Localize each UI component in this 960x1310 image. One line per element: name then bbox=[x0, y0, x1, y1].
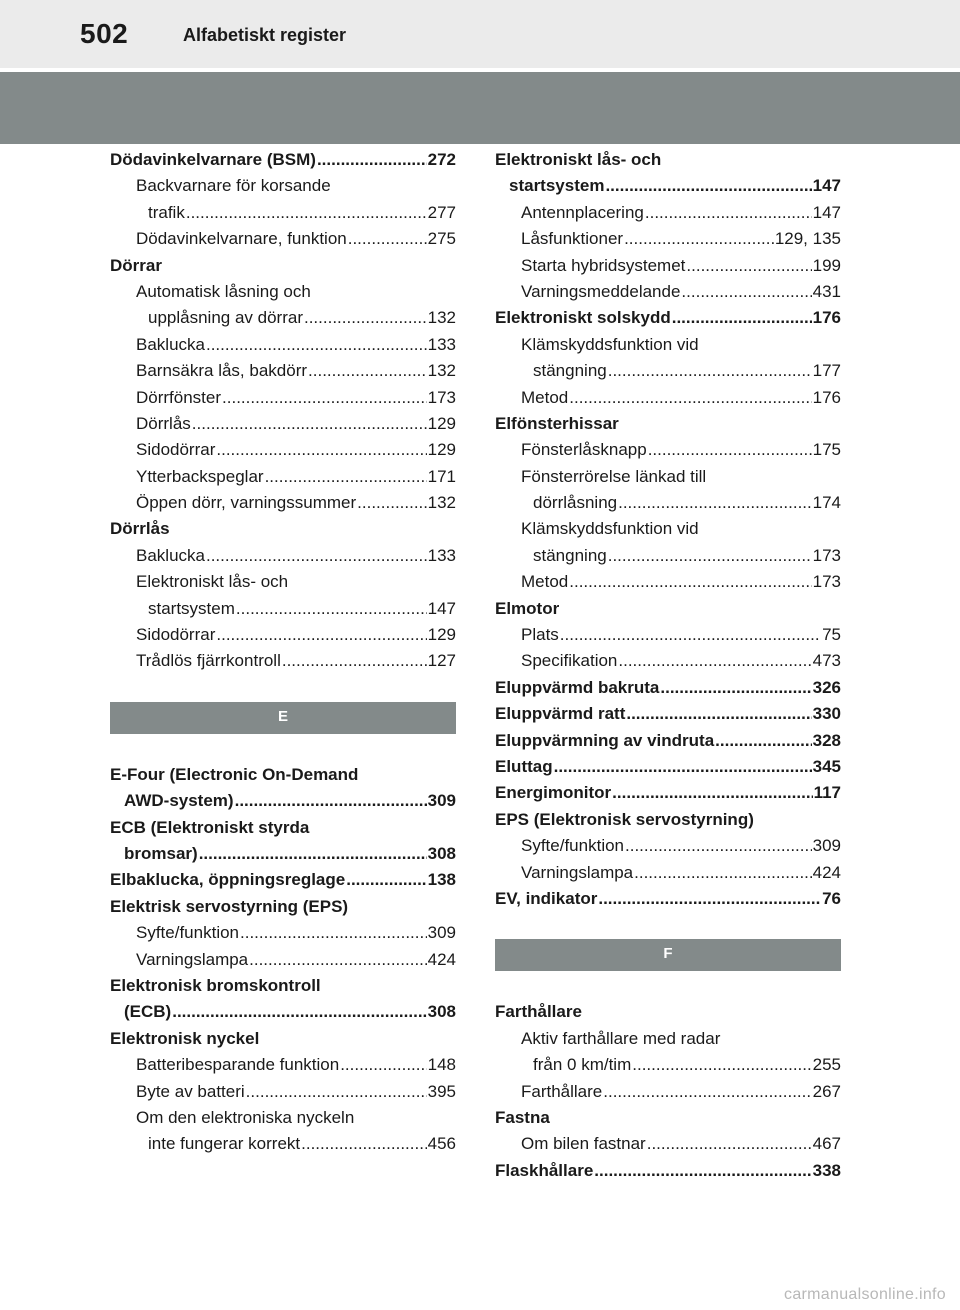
index-entry-term: Dödavinkelvarnare (BSM) bbox=[110, 150, 316, 169]
index-entry-term: upplåsning av dörrar bbox=[148, 308, 303, 328]
index-entry-term: Trådlös fjärrkontroll bbox=[136, 651, 281, 671]
index-entry bbox=[495, 437, 841, 463]
index-entry-term: Ytterbackspeglar bbox=[136, 466, 264, 486]
index-entry bbox=[110, 464, 456, 490]
index-entry-term: Aktiv farthållare med radar bbox=[521, 1028, 721, 1048]
index-entry-page: 173 bbox=[427, 387, 456, 407]
dot-leader bbox=[236, 596, 427, 622]
index-entry-page: 138 bbox=[427, 870, 456, 890]
dot-leader bbox=[340, 1052, 426, 1078]
page-header bbox=[0, 0, 960, 68]
dot-leader bbox=[594, 1158, 811, 1184]
index-entry-term: stängning bbox=[533, 361, 607, 381]
index-entry bbox=[110, 305, 456, 331]
index-entry-page: 395 bbox=[427, 1081, 456, 1101]
index-entry-page: 338 bbox=[812, 1160, 841, 1180]
index-entry-term: Varningslampa bbox=[521, 862, 634, 882]
index-column-left bbox=[110, 147, 456, 1158]
index-entry-term: Dörrlås bbox=[110, 519, 170, 539]
dot-leader bbox=[681, 279, 811, 305]
index-entry-page: 173 bbox=[812, 545, 841, 565]
index-entry-term: Batteribesparande funktion bbox=[136, 1055, 340, 1075]
index-entry-term: Fönsterrörelse länkad till bbox=[521, 466, 707, 486]
index-entry bbox=[110, 226, 456, 252]
dot-leader bbox=[317, 147, 427, 173]
dot-leader bbox=[216, 622, 426, 648]
index-entry bbox=[495, 253, 841, 279]
header-banner bbox=[0, 72, 960, 144]
index-entry-term: Fönsterlåsknapp bbox=[521, 440, 647, 460]
dot-leader bbox=[346, 867, 426, 893]
index-entry-page: 171 bbox=[427, 466, 456, 486]
index-entry-page: 177 bbox=[812, 361, 841, 381]
index-entry-page: 147 bbox=[812, 176, 841, 196]
dot-leader bbox=[632, 1052, 811, 1078]
dot-leader bbox=[660, 675, 811, 701]
index-entry-page: 127 bbox=[427, 651, 456, 671]
index-entry bbox=[110, 999, 456, 1025]
dot-leader bbox=[249, 947, 426, 973]
index-entry-page: 267 bbox=[812, 1081, 841, 1101]
index-entry bbox=[495, 1079, 841, 1105]
index-entry bbox=[110, 622, 456, 648]
index-entry bbox=[495, 1026, 841, 1052]
index-entry bbox=[110, 253, 456, 279]
index-entry-term: Elektroniskt solskydd bbox=[495, 308, 671, 328]
dot-leader bbox=[608, 543, 812, 569]
index-entry-page: 272 bbox=[427, 150, 456, 169]
index-entry-page: 255 bbox=[812, 1055, 841, 1075]
index-entry bbox=[495, 754, 841, 780]
dot-leader bbox=[235, 788, 427, 814]
dot-leader bbox=[172, 999, 426, 1025]
index-entry bbox=[110, 516, 456, 542]
index-entry-term: Eluppvärmning av vindruta bbox=[495, 730, 715, 750]
index-entry bbox=[110, 490, 456, 516]
index-entry-page: 176 bbox=[812, 387, 841, 407]
dot-leader bbox=[598, 886, 821, 912]
index-entry-term: Elfönsterhissar bbox=[495, 413, 619, 433]
index-entry-term: Elmotor bbox=[495, 598, 560, 618]
index-entry bbox=[110, 569, 456, 595]
index-entry-term: Eluppvärmd bakruta bbox=[495, 677, 660, 697]
dot-leader bbox=[301, 1131, 426, 1157]
index-entry-term: Låsfunktioner bbox=[521, 229, 624, 249]
index-entry bbox=[110, 358, 456, 384]
section-header-e: E bbox=[110, 702, 456, 734]
index-entry-term: (ECB) bbox=[124, 1002, 172, 1022]
index-entry bbox=[495, 305, 841, 331]
index-entry-page: 330 bbox=[812, 704, 841, 724]
index-entry-term: Fastna bbox=[495, 1107, 550, 1127]
dot-leader bbox=[186, 200, 427, 226]
dot-leader bbox=[624, 226, 774, 252]
index-entry-term: Varningslampa bbox=[136, 949, 249, 969]
index-entry bbox=[495, 173, 841, 199]
index-entry-page: 147 bbox=[812, 202, 841, 222]
index-entry-term: Starta hybridsystemet bbox=[521, 255, 686, 275]
index-entry-term: ECB (Elektroniskt styrda bbox=[110, 817, 310, 837]
dot-leader bbox=[246, 1079, 427, 1105]
index-entry bbox=[495, 385, 841, 411]
index-entry-term: Metod bbox=[521, 572, 569, 592]
index-entry bbox=[495, 1052, 841, 1078]
index-entry bbox=[495, 358, 841, 384]
index-entry bbox=[495, 701, 841, 727]
index-group bbox=[110, 147, 456, 675]
dot-leader bbox=[348, 226, 427, 252]
index-entry-term: startsystem bbox=[148, 598, 235, 618]
index-entry-term: Dödavinkelvarnare, funktion bbox=[136, 229, 347, 249]
index-entry-term: Antennplacering bbox=[521, 202, 644, 222]
index-entry bbox=[110, 815, 456, 841]
index-entry-page: 431 bbox=[812, 281, 841, 301]
dot-leader bbox=[240, 920, 427, 946]
index-entry-page: 129 bbox=[427, 440, 456, 460]
dot-leader bbox=[569, 569, 811, 595]
index-entry-page: 456 bbox=[427, 1134, 456, 1154]
index-entry-page: 133 bbox=[427, 334, 456, 354]
index-entry-page: 424 bbox=[812, 862, 841, 882]
index-entry bbox=[110, 411, 456, 437]
dot-leader bbox=[192, 411, 427, 437]
index-entry-page: 148 bbox=[427, 1055, 456, 1075]
index-entry bbox=[110, 762, 456, 788]
index-entry-page: 76 bbox=[822, 888, 841, 908]
index-entry bbox=[110, 332, 456, 358]
index-group bbox=[495, 147, 841, 912]
index-group bbox=[495, 999, 841, 1184]
index-entry bbox=[495, 1131, 841, 1157]
index-entry-term: Sidodörrar bbox=[136, 625, 216, 645]
index-entry bbox=[110, 648, 456, 674]
dot-leader bbox=[265, 464, 427, 490]
dot-leader bbox=[560, 622, 821, 648]
index-entry bbox=[110, 543, 456, 569]
index-entry-term: Elektroniskt lås- och bbox=[136, 572, 289, 592]
index-entry bbox=[495, 860, 841, 886]
dot-leader bbox=[282, 648, 427, 674]
dot-leader bbox=[357, 490, 426, 516]
dot-leader bbox=[603, 1079, 811, 1105]
index-entry-term: Elektronisk bromskontroll bbox=[110, 975, 321, 995]
index-entry-term: Farthållare bbox=[495, 1002, 582, 1022]
index-entry-page: 328 bbox=[812, 730, 841, 750]
index-entry-term: dörrlåsning bbox=[533, 493, 618, 513]
index-entry-term: Baklucka bbox=[136, 545, 205, 565]
index-entry-term: Automatisk låsning och bbox=[136, 281, 311, 301]
dot-leader bbox=[605, 173, 811, 199]
index-entry-term: Elektronisk nyckel bbox=[110, 1028, 260, 1048]
index-entry bbox=[495, 226, 841, 252]
index-entry-page: 175 bbox=[812, 440, 841, 460]
index-entry-page: 326 bbox=[812, 677, 841, 697]
dot-leader bbox=[206, 543, 427, 569]
dot-leader bbox=[304, 305, 427, 331]
index-entry bbox=[495, 464, 841, 490]
index-entry-page: 467 bbox=[812, 1134, 841, 1154]
index-entry bbox=[110, 841, 456, 867]
index-entry-term: Sidodörrar bbox=[136, 440, 216, 460]
index-entry-term: Flaskhållare bbox=[495, 1160, 594, 1180]
index-entry-term: Byte av batteri bbox=[136, 1081, 245, 1101]
dot-leader bbox=[618, 490, 812, 516]
dot-leader bbox=[672, 305, 812, 331]
dot-leader bbox=[554, 754, 812, 780]
index-entry bbox=[110, 173, 456, 199]
index-entry-term: Eluttag bbox=[495, 756, 553, 776]
index-entry-page: 129, 135 bbox=[774, 229, 841, 249]
index-entry-page: 345 bbox=[812, 756, 841, 776]
index-entry bbox=[495, 490, 841, 516]
index-entry bbox=[495, 332, 841, 358]
dot-leader bbox=[569, 385, 811, 411]
index-entry bbox=[110, 920, 456, 946]
index-entry-term: trafik bbox=[148, 202, 185, 222]
index-entry-term: Backvarnare för korsande bbox=[136, 176, 331, 196]
index-entry-page: 308 bbox=[427, 843, 456, 863]
index-entry bbox=[110, 894, 456, 920]
index-entry bbox=[495, 543, 841, 569]
index-entry bbox=[495, 728, 841, 754]
index-entry-term: Barnsäkra lås, bakdörr bbox=[136, 361, 308, 381]
index-entry-page: 75 bbox=[822, 625, 841, 645]
index-entry-page: 308 bbox=[427, 1002, 456, 1022]
index-entry bbox=[110, 867, 456, 893]
index-entry-term: Dörrlås bbox=[136, 413, 191, 433]
index-entry-term: AWD-system) bbox=[124, 791, 234, 811]
index-entry bbox=[495, 569, 841, 595]
index-entry-page: 129 bbox=[427, 413, 456, 433]
index-entry bbox=[110, 1026, 456, 1052]
index-entry bbox=[495, 200, 841, 226]
index-entry-page: 129 bbox=[427, 625, 456, 645]
index-entry bbox=[495, 1105, 841, 1131]
dot-leader bbox=[206, 332, 427, 358]
index-entry-page: 473 bbox=[812, 651, 841, 671]
index-entry-term: Syfte/funktion bbox=[521, 836, 625, 856]
index-entry bbox=[110, 973, 456, 999]
dot-leader bbox=[634, 860, 811, 886]
index-entry-term: Elbaklucka, öppningsreglage bbox=[110, 870, 346, 890]
index-entry-term: Metod bbox=[521, 387, 569, 407]
index-entry bbox=[495, 147, 841, 173]
index-entry bbox=[495, 596, 841, 622]
dot-leader bbox=[686, 253, 811, 279]
index-entry bbox=[495, 622, 841, 648]
dot-leader bbox=[648, 437, 812, 463]
dot-leader bbox=[625, 833, 812, 859]
index-entry-page: 277 bbox=[427, 202, 456, 222]
index-entry-term: Farthållare bbox=[521, 1081, 603, 1101]
index-entry bbox=[495, 833, 841, 859]
index-entry-term: Baklucka bbox=[136, 334, 205, 354]
index-entry bbox=[110, 1131, 456, 1157]
index-entry bbox=[495, 648, 841, 674]
index-entry-page: 309 bbox=[427, 791, 456, 811]
index-entry-page: 133 bbox=[427, 545, 456, 565]
index-entry-page: 132 bbox=[427, 361, 456, 381]
index-entry bbox=[110, 437, 456, 463]
index-entry-term: Dörrar bbox=[110, 255, 162, 275]
index-entry-page: 176 bbox=[812, 308, 841, 328]
index-entry bbox=[110, 1052, 456, 1078]
index-entry-page: 309 bbox=[427, 923, 456, 943]
index-entry-term: E-Four (Electronic On-Demand bbox=[110, 764, 359, 784]
index-entry-term: EPS (Elektronisk servostyrning) bbox=[495, 809, 754, 829]
index-entry bbox=[110, 596, 456, 622]
index-entry-term: startsystem bbox=[509, 176, 605, 196]
index-entry-page: 147 bbox=[427, 598, 456, 618]
dot-leader bbox=[308, 358, 427, 384]
index-entry-page: 309 bbox=[812, 836, 841, 856]
index-entry-term: Syfte/funktion bbox=[136, 923, 240, 943]
dot-leader bbox=[222, 385, 427, 411]
index-entry bbox=[495, 279, 841, 305]
index-entry bbox=[495, 1158, 841, 1184]
index-entry-term: Energimonitor bbox=[495, 783, 612, 803]
index-entry-term: Dörrfönster bbox=[136, 387, 222, 407]
dot-leader bbox=[199, 841, 427, 867]
index-entry bbox=[495, 807, 841, 833]
index-entry-term: Klämskyddsfunktion vid bbox=[521, 334, 699, 354]
index-entry bbox=[110, 385, 456, 411]
dot-leader bbox=[715, 728, 811, 754]
page-title: Alfabetiskt register bbox=[183, 25, 347, 45]
index-entry-term: Elektrisk servostyrning (EPS) bbox=[110, 896, 349, 916]
dot-leader bbox=[626, 701, 811, 727]
index-entry-term: Klämskyddsfunktion vid bbox=[521, 519, 699, 539]
index-column-right bbox=[495, 147, 841, 1184]
index-entry bbox=[495, 886, 841, 912]
index-entry-page: 117 bbox=[813, 783, 841, 803]
dot-leader bbox=[647, 1131, 812, 1157]
dot-leader bbox=[618, 648, 811, 674]
index-entry bbox=[110, 147, 456, 173]
index-entry-page: 132 bbox=[427, 308, 456, 328]
page-number: 502 bbox=[80, 18, 129, 49]
index-entry bbox=[110, 947, 456, 973]
index-entry-term: bromsar) bbox=[124, 843, 198, 863]
index-entry bbox=[110, 1079, 456, 1105]
index-entry-term: Plats bbox=[521, 625, 559, 645]
index-entry bbox=[110, 788, 456, 814]
index-entry-term: Varningsmeddelande bbox=[521, 281, 681, 301]
index-entry bbox=[110, 200, 456, 226]
index-entry-term: Öppen dörr, varningssummer bbox=[136, 493, 357, 513]
index-entry bbox=[495, 516, 841, 542]
index-entry bbox=[495, 780, 841, 806]
dot-leader bbox=[612, 780, 812, 806]
index-entry bbox=[110, 1105, 456, 1131]
index-entry bbox=[495, 411, 841, 437]
index-entry-page: 173 bbox=[812, 572, 841, 592]
index-entry-term: från 0 km/tim bbox=[533, 1055, 632, 1075]
index-entry-term: Om den elektroniska nyckeln bbox=[136, 1107, 355, 1127]
section-header-f: F bbox=[495, 939, 841, 971]
index-entry-page: 275 bbox=[427, 229, 456, 249]
dot-leader bbox=[216, 437, 426, 463]
index-entry-term: Elektroniskt lås- och bbox=[495, 150, 662, 169]
index-entry bbox=[110, 279, 456, 305]
index-entry-term: stängning bbox=[533, 545, 607, 565]
index-entry-term: inte fungerar korrekt bbox=[148, 1134, 301, 1154]
index-entry-term: Eluppvärmd ratt bbox=[495, 704, 626, 724]
watermark[interactable]: carmanualsonline.info bbox=[784, 1286, 946, 1303]
index-entry bbox=[495, 675, 841, 701]
dot-leader bbox=[645, 200, 812, 226]
index-entry-term: EV, indikator bbox=[495, 888, 598, 908]
index-entry-page: 424 bbox=[427, 949, 456, 969]
index-entry-page: 174 bbox=[812, 493, 841, 513]
index-entry-term: Om bilen fastnar bbox=[521, 1134, 646, 1154]
index-entry-page: 132 bbox=[427, 493, 456, 513]
index-entry bbox=[495, 999, 841, 1025]
index-entry-term: Specifikation bbox=[521, 651, 618, 671]
dot-leader bbox=[608, 358, 812, 384]
index-entry-page: 199 bbox=[812, 255, 841, 275]
index-group bbox=[110, 762, 456, 1158]
